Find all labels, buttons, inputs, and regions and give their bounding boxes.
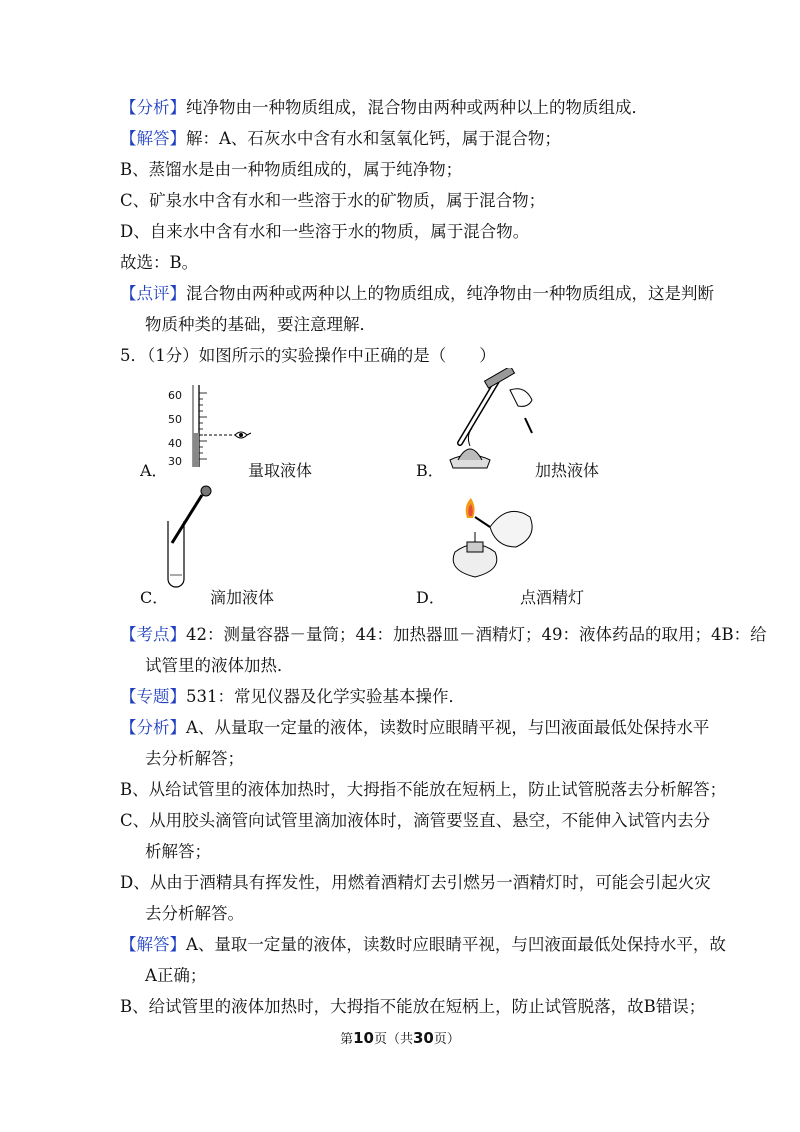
answer2-line <box>120 934 726 956</box>
page-footer <box>0 1028 800 1047</box>
analysis2-d-cont: 去分析解答。 <box>145 904 244 923</box>
footer-total-pages: 30 <box>413 1029 434 1047</box>
question-5: 5．（1分）如图所示的实验操作中正确的是（ ） <box>120 346 496 365</box>
kaodian-text: 42：测量容器－量筒；44：加热器皿－酒精灯；49：液体药品的取用；4B：给 <box>186 625 767 644</box>
analysis-text: 纯净物由一种物质组成，混合物由两种或两种以上的物质组成． <box>186 98 648 117</box>
footer-mid: 页（共 <box>373 1032 413 1047</box>
answer-c-line: C、矿泉水中含有水和一些溶于水的矿物质，属于混合物； <box>120 191 546 210</box>
dropper-figure <box>160 485 220 590</box>
option-b-label: 加热液体 <box>535 461 600 480</box>
analysis2-text: A、从量取一定量的液体，读数时应眼睛平视，与凹液面最低处保持水平 <box>186 718 710 737</box>
answer-text: 解：A、石灰水中含有水和氢氧化钙，属于混合物； <box>186 129 561 148</box>
option-d-label: 点酒精灯 <box>520 588 585 607</box>
answer2-a-cont: A正确； <box>145 966 207 985</box>
tick-60: 60 <box>168 389 182 402</box>
analysis2-c-cont: 析解答； <box>145 842 211 861</box>
kaodian-cont-line: 试管里的液体加热． <box>145 656 294 675</box>
analysis2-a-cont: 去分析解答； <box>145 749 244 768</box>
option-a-letter: A． <box>140 461 168 480</box>
option-d-letter: D． <box>416 588 445 607</box>
analysis2-tag: 【分析】 <box>120 718 186 737</box>
answer-line <box>120 128 561 150</box>
comment-tag: 【点评】 <box>120 284 186 303</box>
comment-text: 混合物由两种或两种以上的物质组成，纯净物由一种物质组成，这是判断 <box>186 284 714 303</box>
option-c-letter: C． <box>140 588 169 607</box>
kaodian-line <box>120 624 767 646</box>
comment-line <box>120 283 714 305</box>
choice-line: 故选：B。 <box>120 253 199 272</box>
answer-tag: 【解答】 <box>120 129 186 148</box>
kaodian-tag: 【考点】 <box>120 625 186 644</box>
option-c-label: 滴加液体 <box>210 588 275 607</box>
answer2-b-line: B、给试管里的液体加热时，大拇指不能放在短柄上，防止试管脱落，故B错误； <box>120 997 706 1016</box>
analysis2-d-line: D、从由于酒精具有挥发性，用燃着酒精灯去引燃另一酒精灯时，可能会引起火灾 <box>120 873 711 892</box>
option-b-letter: B． <box>416 461 444 480</box>
answer-d-line: D、自来水中含有水和一些溶于水的物质，属于混合物。 <box>120 222 530 241</box>
analysis-tag: 【分析】 <box>120 98 186 117</box>
tick-40: 40 <box>168 437 182 450</box>
answer2-tag: 【解答】 <box>120 935 186 954</box>
option-a-label: 量取液体 <box>248 461 313 480</box>
analysis2-b-line: B、从给试管里的液体加热时，大拇指不能放在短柄上，防止试管脱落去分析解答； <box>120 780 727 799</box>
answer2-text: A、量取一定量的液体，读数时应眼睛平视，与凹液面最低处保持水平，故 <box>186 935 726 954</box>
alcohol-lamp-figure <box>435 492 545 587</box>
zhuanti-text: 531：常见仪器及化学实验基本操作． <box>186 687 465 706</box>
footer-page-number: 10 <box>353 1029 374 1047</box>
answer-b-line: B、蒸馏水是由一种物质组成的，属于纯净物； <box>120 160 463 179</box>
analysis-line <box>120 97 648 119</box>
footer-pre: 第 <box>340 1032 354 1047</box>
analysis2-line <box>120 717 709 739</box>
comment-cont-line: 物质种类的基础，要注意理解． <box>145 315 376 334</box>
tick-30: 30 <box>168 455 182 468</box>
heating-figure <box>430 368 550 478</box>
zhuanti-tag: 【专题】 <box>120 687 186 706</box>
zhuanti-line <box>120 686 465 708</box>
footer-post: 页） <box>433 1032 460 1047</box>
analysis2-c-line: C、从用胶头滴管向试管里滴加液体时，滴管要竖直、悬空，不能伸入试管内去分 <box>120 811 711 830</box>
tick-50: 50 <box>168 413 182 426</box>
